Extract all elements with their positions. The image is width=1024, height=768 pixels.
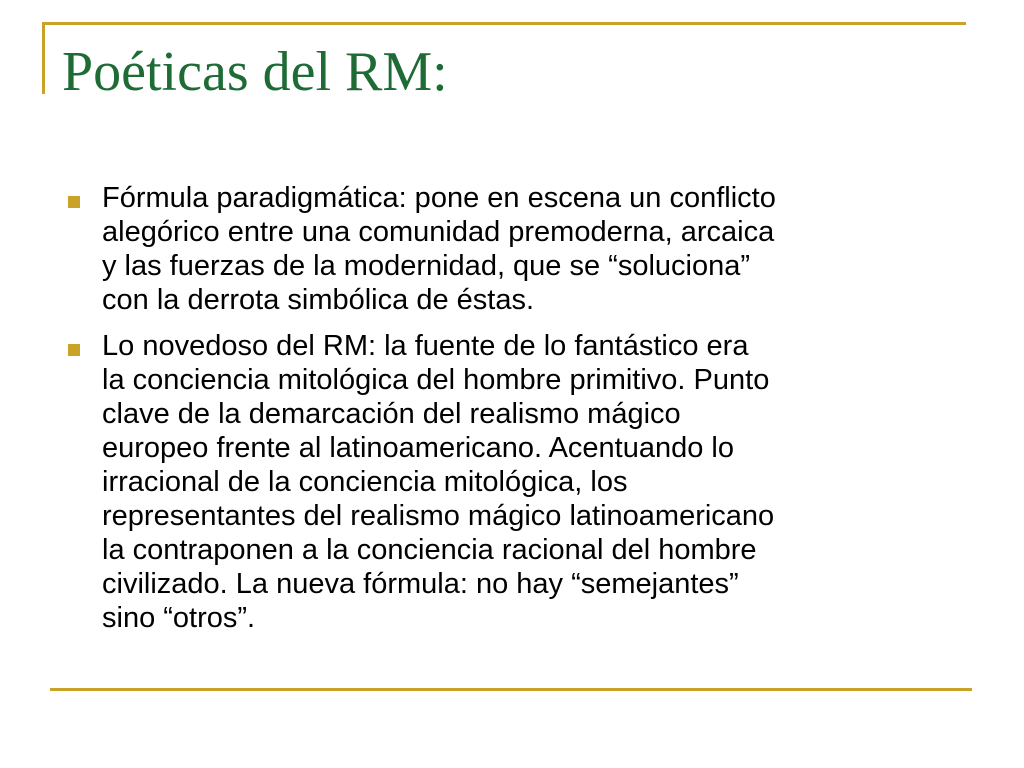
bullet-text: Fórmula paradigmática: pone en escena un conflicto alegórico entre una comunidad premoderna, arcaica y las fuerzas de la modernidad, que se “soluciona” con la derrota simbólica de éstas.: [102, 182, 776, 316]
square-bullet-icon: [68, 344, 80, 356]
slide-title: Poéticas del RM:: [62, 41, 448, 103]
top-rule: [42, 22, 966, 25]
left-rule: [42, 22, 45, 94]
square-bullet-icon: [68, 196, 80, 208]
bullet-item-novelty: [62, 329, 972, 635]
bullet-text: Lo novedoso del RM: la fuente de lo fantástico era la conciencia mitológica del hombre primitivo. Punto clave de la demarcación del realismo mágico europeo frente al latinoamericano. Acentuando lo irracional de la conciencia mitológica, los representantes del realismo mágico latinoamericano la contraponen a la conciencia racional del hombre civilizado. La nueva fórmula: no hay “semejantes” sino “otros”.: [102, 330, 775, 634]
bullet-item-formula: [62, 181, 972, 317]
bullet-list: [62, 181, 972, 647]
bottom-rule: [50, 688, 972, 691]
